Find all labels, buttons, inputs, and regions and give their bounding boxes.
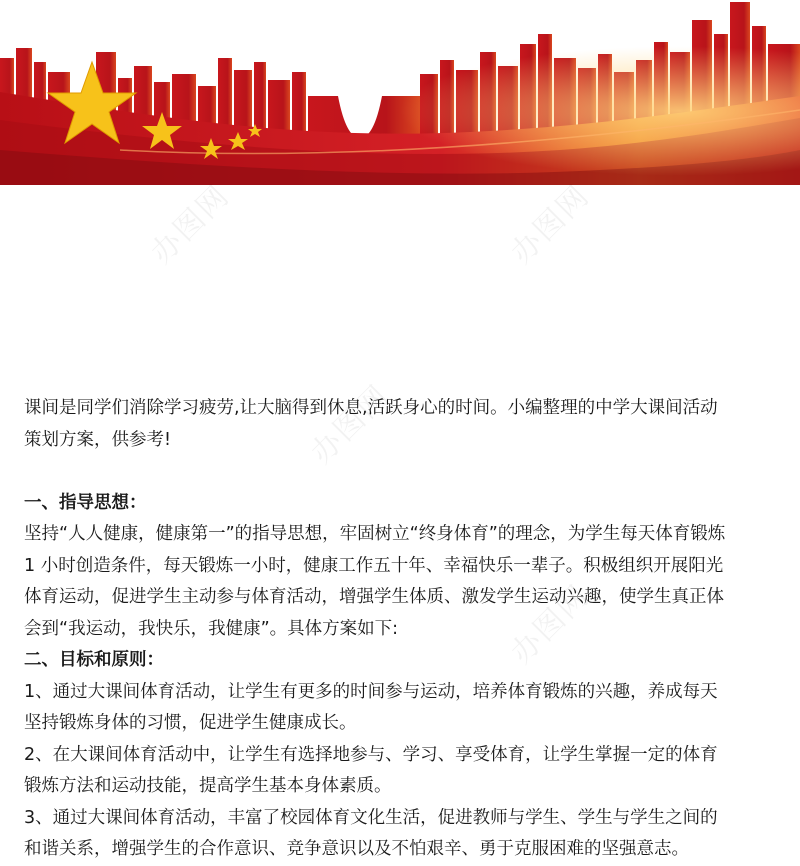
paragraph-line: 会到“我运动，我快乐，我健康”。具体方案如下: — [24, 618, 399, 639]
paragraph-line: 体育运动，促进学生主动参与体育活动，增强学生体质、激发学生运动兴趣，使学生真正体 — [24, 587, 724, 607]
paragraph-line: 坚持锻炼身体的习惯，促进学生健康成长。 — [24, 713, 357, 733]
watermark: 办图网 — [504, 178, 597, 271]
intro-line: 课间是同学们消除学习疲劳,让大脑得到休息,活跃身心的时间。小编整理的中学大课间活动 — [24, 398, 718, 418]
paragraph-line: 坚持“人人健康，健康第一”的指导思想，牢固树立“终身体育”的理念，为学生每天体育锻炼 — [24, 524, 726, 544]
watermark: 办图网 — [144, 178, 237, 271]
intro-line: 策划方案，供参考! — [24, 429, 172, 450]
paragraph-line: 1 小时创造条件，每天锻炼一小时，健康工作五十年、幸福快乐一辈子。积极组织开展阳光 — [24, 555, 724, 576]
paragraph-line: 和谐关系，增强学生的合作意识、竞争意识以及不怕艰辛、勇于克服困难的坚强意志。 — [24, 839, 689, 859]
header-banner — [0, 0, 800, 185]
paragraph-line: 3、通过大课间体育活动，丰富了校园体育文化生活，促进教师与学生、学生与学生之间的 — [24, 807, 718, 828]
paragraph-line: 2、在大课间体育活动中，让学生有选择地参与、学习、享受体育，让学生掌握一定的体育 — [24, 744, 718, 765]
section-heading-goals-principles: 二、目标和原则： — [24, 650, 164, 670]
document-body — [24, 393, 784, 866]
paragraph-line: 1、通过大课间体育活动，让学生有更多的时间参与运动，培养体育锻炼的兴趣，养成每天 — [24, 681, 718, 702]
watermark: 办图网 — [304, 378, 397, 471]
spacer — [24, 456, 784, 488]
section-heading-guiding-ideology: 一、指导思想： — [24, 492, 147, 513]
watermark: 办图网 — [504, 578, 597, 671]
paragraph-line: 锻炼方法和运动技能，提高学生基本身体素质。 — [24, 776, 392, 796]
city-skyline-banner — [0, 0, 800, 185]
